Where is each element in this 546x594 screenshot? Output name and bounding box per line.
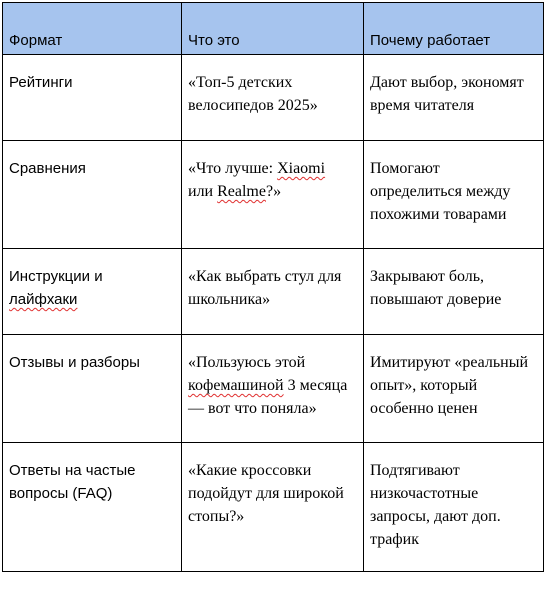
cell-what <box>182 335 364 443</box>
cell-text: «Что лучше: <box>188 160 278 177</box>
table-row <box>3 55 544 141</box>
cell-what <box>182 141 364 249</box>
cell-format <box>3 55 182 141</box>
cell-text: 3 месяца <box>283 377 348 394</box>
cell-line: опыт», который <box>370 377 478 394</box>
cell-why <box>364 249 544 335</box>
table-row <box>3 443 544 572</box>
cell-what <box>182 55 364 141</box>
cell-line: подойдут для широкой <box>188 485 344 502</box>
cell-line: Имитируют «реальный <box>370 354 529 371</box>
cell-line: Дают выбор, экономят <box>370 74 524 91</box>
cell-line: стопы?» <box>188 508 245 525</box>
cell-why <box>364 55 544 141</box>
cell-line: Помогают <box>370 160 440 177</box>
cell-line: похожими товарами <box>370 206 507 223</box>
cell-line: определиться между <box>370 183 511 200</box>
spellcheck-word: Xiaomi <box>277 160 326 177</box>
cell-line: «Пользуюсь этой <box>188 354 306 371</box>
cell-line: низкочастотные <box>370 485 479 502</box>
header-format: Формат <box>3 3 182 55</box>
spellcheck-word: Realme <box>217 183 266 200</box>
cell-line: «Как выбрать стул для <box>188 268 342 285</box>
cell-line: запросы, дают доп. <box>370 508 501 525</box>
cell-line: Инструкции и <box>9 268 103 285</box>
cell-line: школьника» <box>188 291 271 308</box>
spellcheck-word: кофемашиной <box>188 377 284 394</box>
cell-line: «Какие кроссовки <box>188 462 312 479</box>
cell-line: особенно ценен <box>370 400 478 417</box>
cell-what <box>182 249 364 335</box>
cell-why <box>364 335 544 443</box>
cell-text: Рейтинги <box>9 74 73 91</box>
cell-why <box>364 443 544 572</box>
table-row <box>3 335 544 443</box>
cell-line: Подтягивают <box>370 462 460 479</box>
cell-text: ?» <box>265 183 282 200</box>
cell-text: Сравнения <box>9 160 86 177</box>
cell-line: время читателя <box>370 97 475 114</box>
cell-line: — вот что поняла» <box>188 400 317 417</box>
cell-text: или <box>188 183 218 200</box>
header-why: Почему работает <box>364 3 544 55</box>
cell-line: вопросы (FAQ) <box>9 485 113 502</box>
cell-format <box>3 443 182 572</box>
cell-format <box>3 141 182 249</box>
table-header-row <box>3 3 544 55</box>
spellcheck-word: лайфхаки <box>9 291 78 308</box>
cell-line: повышают доверие <box>370 291 502 308</box>
cell-line: трафик <box>370 531 419 548</box>
cell-line: Ответы на частые <box>9 462 136 479</box>
cell-text: Отзывы и разборы <box>9 354 140 371</box>
cell-format <box>3 335 182 443</box>
cell-line: Закрывают боль, <box>370 268 485 285</box>
table-row <box>3 141 544 249</box>
content-formats-table <box>2 2 544 572</box>
header-what: Что это <box>182 3 364 55</box>
cell-line: велосипедов 2025» <box>188 97 318 114</box>
table-row <box>3 249 544 335</box>
cell-what <box>182 443 364 572</box>
cell-why <box>364 141 544 249</box>
cell-line: «Топ-5 детских <box>188 74 293 91</box>
cell-format <box>3 249 182 335</box>
